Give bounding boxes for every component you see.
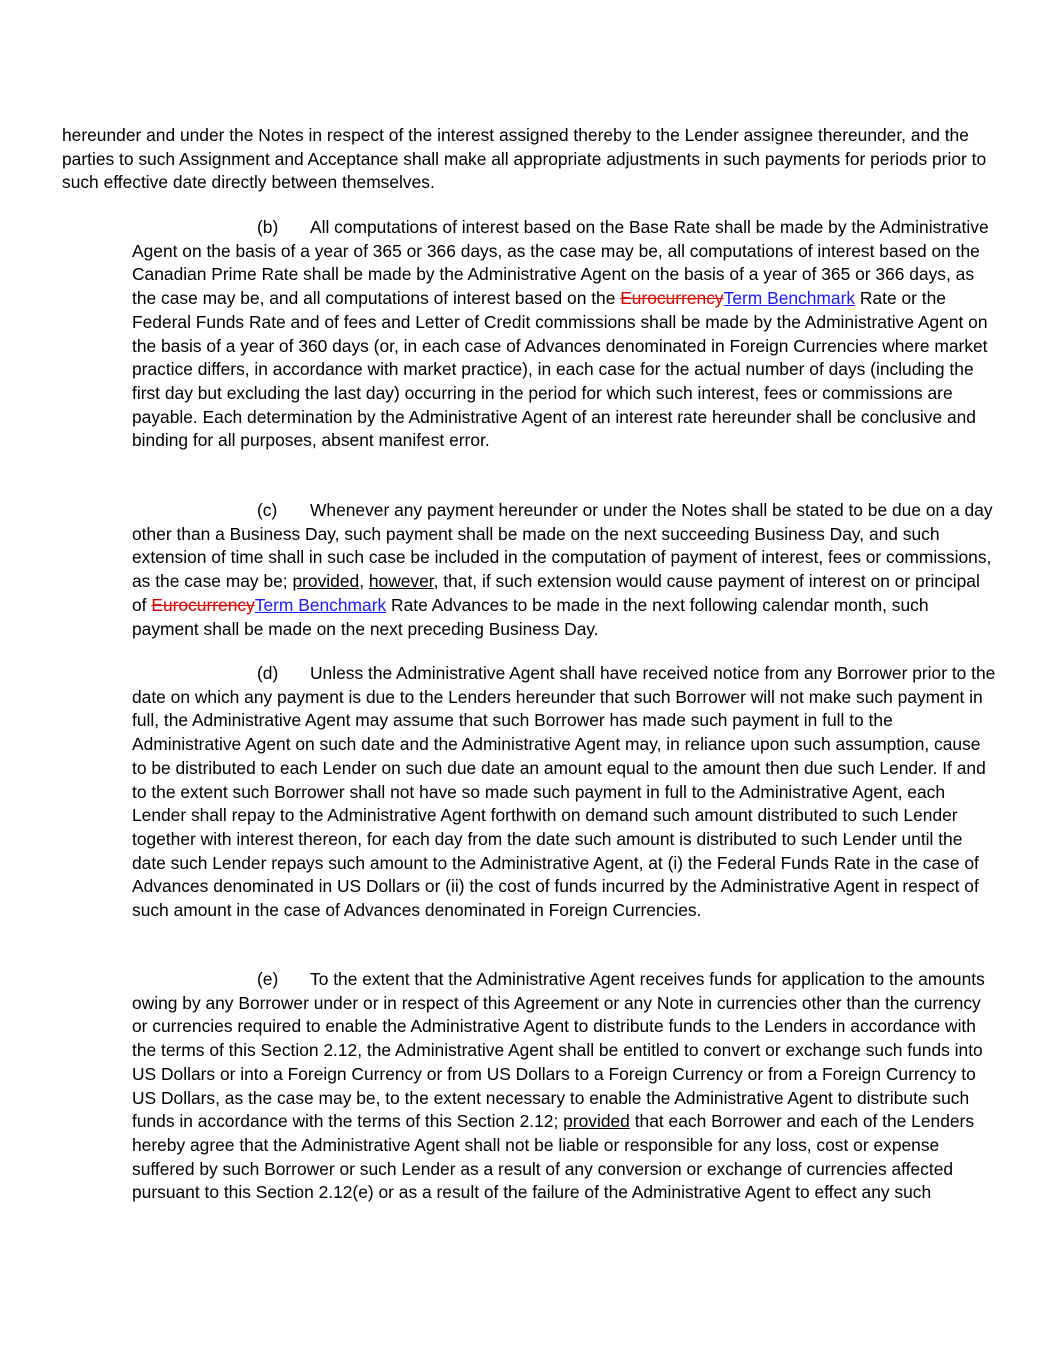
deleted-text: Eurocurrency xyxy=(151,594,255,615)
provided-term: provided xyxy=(563,1111,630,1132)
deleted-text: Eurocurrency xyxy=(620,288,724,309)
paragraph-c-label: (c) xyxy=(257,500,278,520)
paragraph-e-label: (e) xyxy=(257,969,279,989)
paragraph-b-text-1: All computations of interest based on the Base Rate shall be made by the Administrative Agent on the basis of a year of 365 or 366 days, as the case may be, all computations of interest based on the Canadian Prime Rate shall be made by the Administrative Agent on the basis of a year of 365 or 366 days, as the case may be, and all computations of interest based on the xyxy=(132,217,989,309)
paragraph-c-comma: , xyxy=(359,571,369,592)
inserted-text: Term Benchmark xyxy=(254,594,387,615)
paragraph-b-label: (b) xyxy=(257,217,279,237)
paragraph-d-text: Unless the Administrative Agent shall have received notice from any Borrower prior to the date on which any payment is due to the Lenders hereunder that such Borrower will not make such payment in full, the Administrative Agent may assume that such Borrower has made such payment in full to the Administrative Agent on such date and the Administrative Agent may, in reliance upon such assumption, cause to be distributed to each Lender on such due date an amount equal to the amount then due such Lender. If and to the extent such Borrower shall not have so made such payment in full to the Administrative Agent, each Lender shall repay to the Administrative Agent forthwith on demand such amount distributed to such Lender together with interest thereon, for each day from the date such amount is distributed to such Lender until the date such Lender repays such amount to the Administrative Agent, at (i) the Federal Funds Rate in the case of Advances denominated in US Dollars or (ii) the cost of funds incurred by the Administrative Agent in respect of such amount in the case of Advances denominated in Foreign Currencies. xyxy=(132,663,996,921)
paragraph-c-text-3: Rate Advances to be made in the next following calendar month, such payment shall be made on the next preceding Business Day. xyxy=(132,594,929,639)
paragraph-c-text-2: , that, if such extension would cause payment of interest on or principal of xyxy=(132,571,980,615)
paragraph-d xyxy=(132,662,998,923)
paragraph-c xyxy=(132,499,998,641)
inserted-text: Term Benchmark xyxy=(723,288,856,309)
paragraph-b xyxy=(132,216,998,453)
paragraph-e xyxy=(132,968,998,1205)
continuation-paragraph: hereunder and under the Notes in respect of the interest assigned thereby to the Lender assignee thereunder, and the parties to such Assignment and Acceptance shall make all appropriate adjustments in such payments for periods prior to such effective date directly between themselves. xyxy=(62,125,987,193)
paragraph-d-label: (d) xyxy=(257,663,279,683)
paragraph-e-text-2: that each Borrower and each of the Lenders hereby agree that the Administrative Agent shall not be liable or responsible for any loss, cost or expense suffered by such Borrower or such Lender as a result of any conversion or exchange of currencies affected pursuant to this Section 2.12(e) or as a result of the failure of the Administrative Agent to effect any such xyxy=(132,1111,975,1203)
paragraph-b-text-2: Rate or the Federal Funds Rate and of fees and Letter of Credit commissions shall be made by the Administrative Agent on the basis of a year of 360 days (or, in each case of Advances denominated in Foreign Currencies where market practice differs, in accordance with market practice), in each case for the actual number of days (including the first day but excluding the last day) occurring in the period for which such interest, fees or commissions are payable. Each determination by the Administrative Agent of an interest rate hereunder shall be conclusive and binding for all purposes, absent manifest error. xyxy=(132,288,988,451)
paragraph-e-text-1: To the extent that the Administrative Agent receives funds for application to the amounts owing by any Borrower under or in respect of this Agreement or any Note in currencies other than the currency or currencies required to enable the Administrative Agent to distribute funds to the Lenders in accordance with the terms of this Section 2.12, the Administrative Agent shall be entitled to convert or exchange such funds into US Dollars or into a Foreign Currency or from US Dollars to a Foreign Currency or from a Foreign Currency to US Dollars, as the case may be, to the extent necessary to enable the Administrative Agent to distribute such funds in accordance with the terms of this Section 2.12; xyxy=(132,969,985,1132)
provided-term: provided xyxy=(292,571,360,592)
paragraph-c-text-1: Whenever any payment hereunder or under the Notes shall be stated to be due on a day other than a Business Day, such payment shall be made on the next succeeding Business Day, and such extension of time shall in such case be included in the computation of payment of interest, fees or commissions, as the case may be; xyxy=(132,500,993,592)
however-term: however xyxy=(368,571,434,592)
